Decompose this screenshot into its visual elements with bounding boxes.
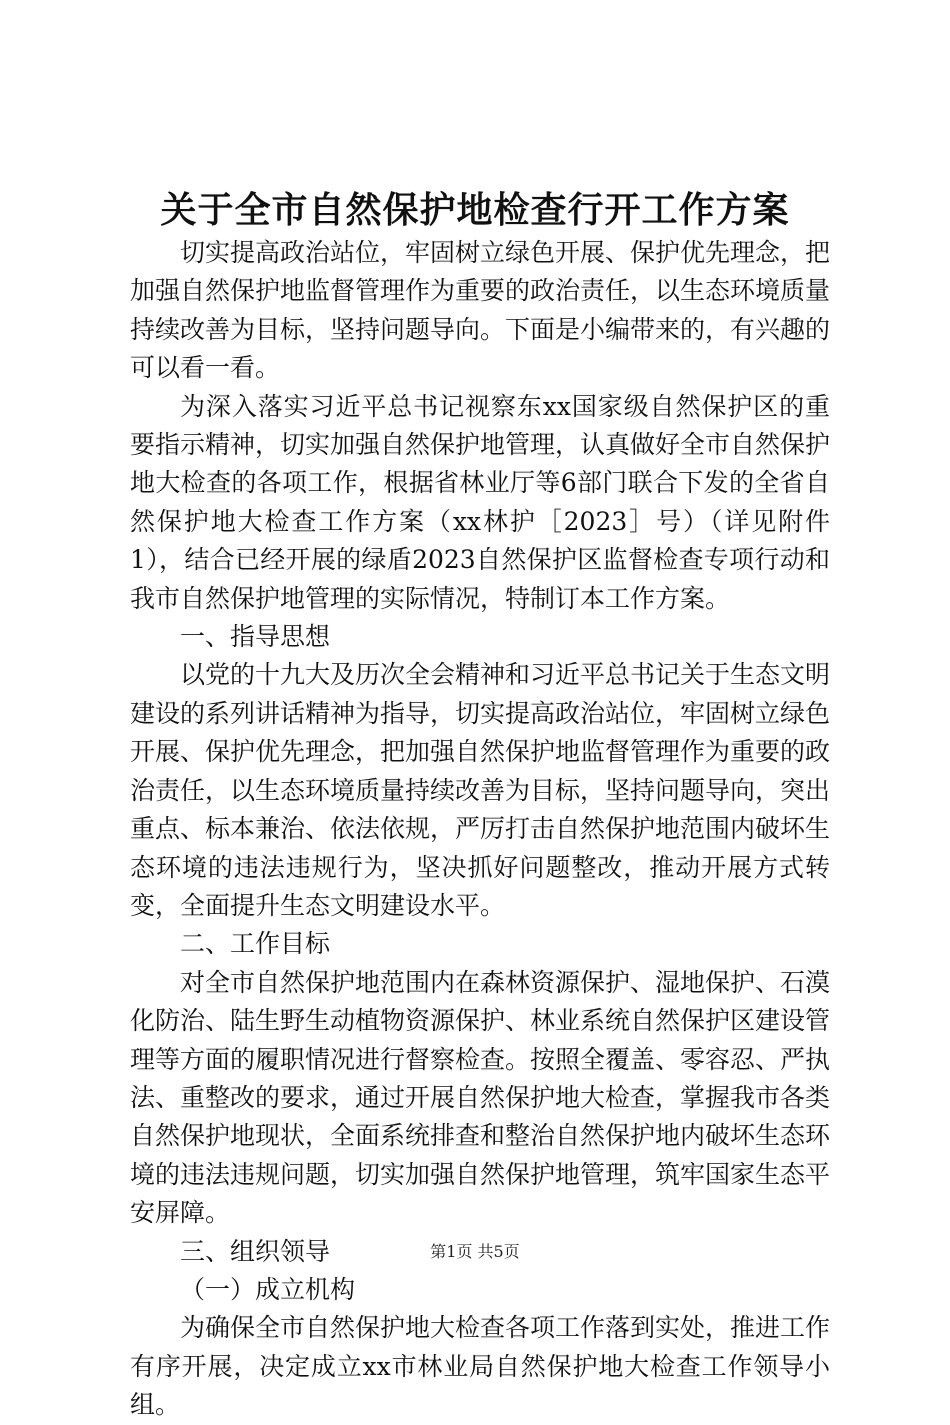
paragraph-guiding-ideology: 以党的十九大及历次全会精神和习近平总书记关于生态文明建设的系列讲话精神为指导，切实提高政治站位，牢固树立绿色开展、保护优先理念，把加强自然保护地监督管理作为重要的政治责任，以生态环境质量持续改善为目标，坚持问题导向，突出重点、标本兼治、依法依规，严厉打击自然保护地范围内破坏生态环境的违法违规行为，坚决抓好问题整改，推动开展方式转变，全面提升生态文明建设水平。 (130, 660, 831, 920)
page-number: 第1页 共5页 (430, 1242, 520, 1261)
section-heading-guiding-ideology: 一、指导思想 (180, 622, 331, 652)
section-heading-work-goals: 二、工作目标 (180, 929, 331, 959)
subsection-heading-establish: （一）成立机构 (180, 1274, 356, 1304)
document-title: 关于全市自然保护地检查行开工作方案 (160, 189, 790, 231)
section-heading-organization: 三、组织领导 (180, 1236, 331, 1266)
paragraph-establish: 为确保全市自然保护地大检查各项工作落到实处，推进工作有序开展，决定成立xx市林业局自然保护地大检查工作领导小组。 (130, 1313, 831, 1420)
paragraph-background: 为深入落实习近平总书记视察东xx国家级自然保护区的重要指示精神，切实加强自然保护地管理，认真做好全市自然保护地大检查的各项工作，根据省林业厅等6部门联合下发的全省自然保护地大检查工作方案（xx林护［2023］号）（详见附件1），结合已经开展的绿盾2023自然保护区监督检查专项行动和我市自然保护地管理的实际情况，特制订本工作方案。 (130, 391, 831, 613)
paragraph-work-goals: 对全市自然保护地范围内在森林资源保护、湿地保护、石漠化防治、陆生野生动植物资源保护、林业系统自然保护区建设管理等方面的履职情况进行督察检查。按照全覆盖、零容忍、严执法、重整改的要求，通过开展自然保护地大检查，掌握我市各类自然保护地现状，全面系统排查和整治自然保护地内破坏生态环境的违法违规问题，切实加强自然保护地管理，筑牢国家生态平安屏障。 (130, 967, 831, 1228)
paragraph-intro: 切实提高政治站位，牢固树立绿色开展、保护优先理念，把加强自然保护地监督管理作为重要的政治责任，以生态环境质量持续改善为目标，坚持问题导向。下面是小编带来的，有兴趣的可以看一看。 (130, 238, 831, 383)
